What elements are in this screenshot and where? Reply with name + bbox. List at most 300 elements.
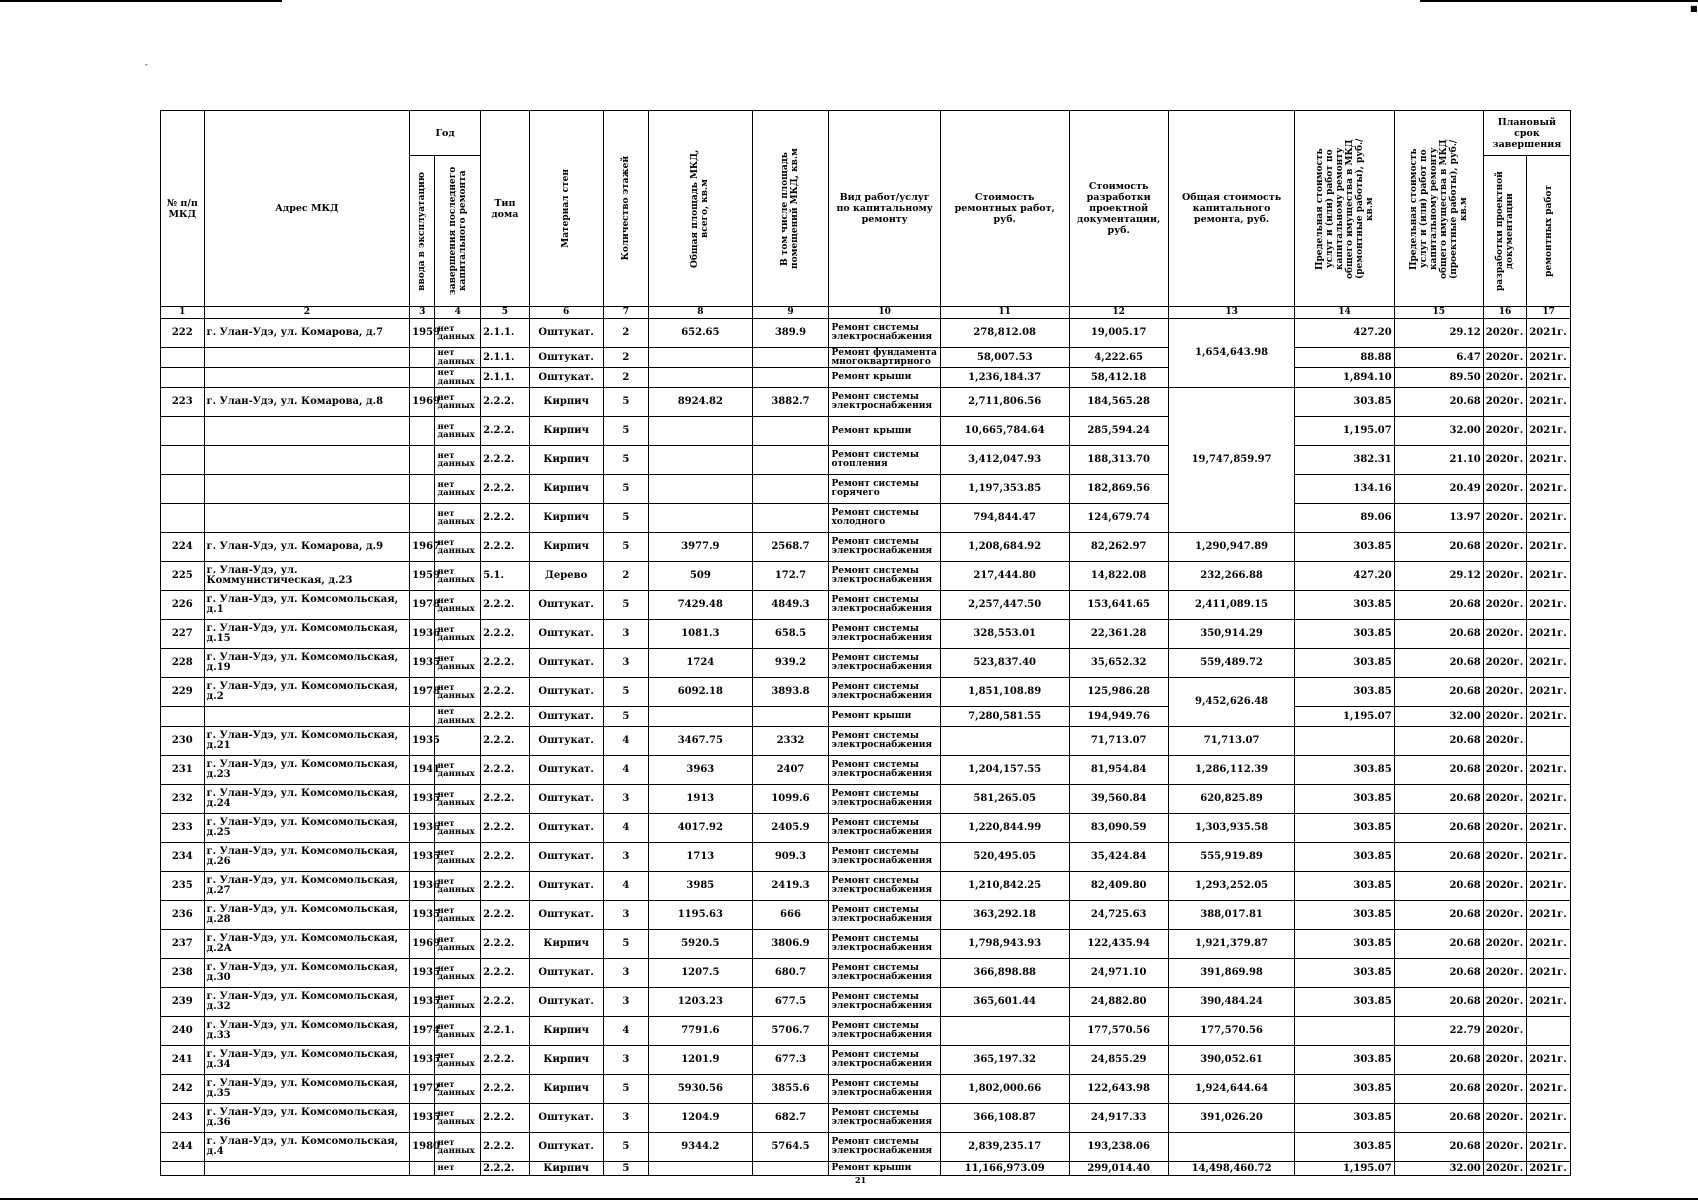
commissioning-year-cell: 1935 (410, 1104, 435, 1133)
total-area-cell: 5930.56 (649, 1075, 752, 1104)
total-area-cell: 6092.18 (649, 678, 752, 707)
limit-design-cell: 20.68 (1394, 756, 1483, 785)
wall-material-cell: Оштукат. (529, 1104, 603, 1133)
header-wall-material: Материал стен (529, 111, 603, 307)
term-repair-cell: 2021г. (1527, 504, 1571, 533)
limit-design-cell: 20.68 (1394, 814, 1483, 843)
work-type-cell: Ремонт системы электроснабжения (829, 988, 940, 1017)
table-row (161, 417, 1571, 446)
column-number: 17 (1527, 307, 1571, 319)
table-row (161, 988, 1571, 1017)
column-number: 8 (649, 307, 752, 319)
commissioning-year-cell (410, 446, 435, 475)
term-design-cell: 2020г. (1483, 988, 1527, 1017)
design-cost-cell: 285,594.24 (1069, 417, 1168, 446)
floors-cell: 3 (603, 1104, 649, 1133)
premises-area-cell: 3893.8 (752, 678, 829, 707)
floors-cell: 5 (603, 1162, 649, 1176)
design-cost-cell: 124,679.74 (1069, 504, 1168, 533)
repair-cost-cell: 1,236,184.37 (940, 368, 1069, 388)
work-type-cell: Ремонт крыши (829, 368, 940, 388)
term-repair-cell: 2021г. (1527, 417, 1571, 446)
term-design-cell: 2020г. (1483, 959, 1527, 988)
row-number (161, 417, 205, 446)
column-number: 12 (1069, 307, 1168, 319)
table-row (161, 959, 1571, 988)
wall-material-cell: Кирпич (529, 1017, 603, 1046)
premises-area-cell: 4849.3 (752, 591, 829, 620)
term-repair-cell: 2021г. (1527, 591, 1571, 620)
design-cost-cell: 24,971.10 (1069, 959, 1168, 988)
page-number: 21 (855, 1175, 867, 1185)
total-area-cell: 509 (649, 562, 752, 591)
house-type-cell: 2.2.2. (481, 1046, 530, 1075)
wall-material-cell: Оштукат. (529, 649, 603, 678)
design-cost-cell: 58,412.18 (1069, 368, 1168, 388)
limit-design-cell: 20.68 (1394, 591, 1483, 620)
repair-cost-cell: 2,257,447.50 (940, 591, 1069, 620)
repair-cost-cell: 1,210,842.25 (940, 872, 1069, 901)
column-number: 13 (1168, 307, 1295, 319)
work-type-cell: Ремонт крыши (829, 707, 940, 727)
last-repair-cell: нет (435, 1162, 481, 1176)
total-cost-cell: 1,924,644.64 (1168, 1075, 1295, 1104)
wall-material-cell: Кирпич (529, 475, 603, 504)
total-cost-cell: 350,914.29 (1168, 620, 1295, 649)
table-row (161, 1104, 1571, 1133)
total-area-cell: 4017.92 (649, 814, 752, 843)
house-type-cell: 2.2.2. (481, 1133, 530, 1162)
table-row (161, 785, 1571, 814)
commissioning-year-cell: 1959 (410, 562, 435, 591)
wall-material-cell: Оштукат. (529, 814, 603, 843)
total-area-cell: 652.65 (649, 319, 752, 348)
total-area-cell: 3977.9 (649, 533, 752, 562)
scan-speck: - (145, 60, 148, 69)
limit-design-cell: 20.68 (1394, 727, 1483, 756)
work-type-cell: Ремонт системы электроснабжения (829, 649, 940, 678)
row-number: 235 (161, 872, 205, 901)
floors-cell: 3 (603, 901, 649, 930)
repair-cost-cell: 363,292.18 (940, 901, 1069, 930)
table-row (161, 1162, 1571, 1176)
wall-material-cell: Кирпич (529, 417, 603, 446)
term-repair-cell: 2021г. (1527, 707, 1571, 727)
last-repair-cell: нет данных (435, 417, 481, 446)
work-type-cell: Ремонт системы электроснабжения (829, 1075, 940, 1104)
header-commissioning-year: ввода в эксплуатацию (410, 156, 435, 307)
repair-cost-cell: 366,108.87 (940, 1104, 1069, 1133)
floors-cell: 3 (603, 959, 649, 988)
header-total-cost: Общая стоимость капитального ремонта, руб. (1168, 111, 1295, 307)
wall-material-cell: Кирпич (529, 1162, 603, 1176)
table-row (161, 901, 1571, 930)
address-cell: г. Улан-Удэ, ул. Комсомольская, д.24 (204, 785, 410, 814)
term-design-cell: 2020г. (1483, 649, 1527, 678)
table-row (161, 348, 1571, 368)
limit-design-cell: 20.49 (1394, 475, 1483, 504)
commissioning-year-cell: 1980 (410, 1133, 435, 1162)
repair-cost-cell (940, 1017, 1069, 1046)
table-row (161, 727, 1571, 756)
wall-material-cell: Оштукат. (529, 620, 603, 649)
term-repair-cell: 2021г. (1527, 1075, 1571, 1104)
floors-cell: 5 (603, 930, 649, 959)
row-number (161, 504, 205, 533)
term-repair-cell: 2021г. (1527, 930, 1571, 959)
row-number: 239 (161, 988, 205, 1017)
floors-cell: 3 (603, 785, 649, 814)
address-cell: г. Улан-Удэ, ул. Комарова, д.7 (204, 319, 410, 348)
term-design-cell: 2020г. (1483, 504, 1527, 533)
design-cost-cell: 122,435.94 (1069, 930, 1168, 959)
last-repair-cell: нет данных (435, 504, 481, 533)
last-repair-cell: нет данных (435, 1104, 481, 1133)
floors-cell: 3 (603, 620, 649, 649)
limit-repair-cell: 303.85 (1295, 901, 1394, 930)
column-number: 2 (204, 307, 410, 319)
commissioning-year-cell: 1935 (410, 727, 435, 756)
term-repair-cell: 2021г. (1527, 446, 1571, 475)
floors-cell: 2 (603, 562, 649, 591)
house-type-cell: 2.2.2. (481, 727, 530, 756)
table-row (161, 562, 1571, 591)
term-repair-cell: 2021г. (1527, 988, 1571, 1017)
floors-cell: 5 (603, 446, 649, 475)
last-repair-cell: нет данных (435, 533, 481, 562)
header-term-repair: ремонтных работ (1527, 156, 1571, 307)
table-row (161, 707, 1571, 727)
term-repair-cell: 2021г. (1527, 1104, 1571, 1133)
commissioning-year-cell: 1974 (410, 1017, 435, 1046)
design-cost-cell: 299,014.40 (1069, 1162, 1168, 1176)
total-cost-cell: 1,303,935.58 (1168, 814, 1295, 843)
last-repair-cell: нет данных (435, 707, 481, 727)
row-number: 230 (161, 727, 205, 756)
term-design-cell: 2020г. (1483, 591, 1527, 620)
limit-design-cell: 20.68 (1394, 872, 1483, 901)
address-cell (204, 707, 410, 727)
repair-cost-cell: 365,601.44 (940, 988, 1069, 1017)
house-type-cell: 2.2.2. (481, 756, 530, 785)
term-design-cell: 2020г. (1483, 348, 1527, 368)
term-design-cell: 2020г. (1483, 319, 1527, 348)
row-number: 237 (161, 930, 205, 959)
floors-cell: 4 (603, 1017, 649, 1046)
wall-material-cell: Оштукат. (529, 988, 603, 1017)
total-cost-cell: 9,452,626.48 (1168, 678, 1295, 727)
total-area-cell: 1724 (649, 649, 752, 678)
house-type-cell: 2.1.1. (481, 368, 530, 388)
last-repair-cell: нет данных (435, 1017, 481, 1046)
term-repair-cell: 2021г. (1527, 368, 1571, 388)
term-repair-cell: 2021г. (1527, 319, 1571, 348)
work-type-cell: Ремонт системы электроснабжения (829, 1104, 940, 1133)
commissioning-year-cell: 1936 (410, 872, 435, 901)
wall-material-cell: Оштукат. (529, 707, 603, 727)
total-cost-cell: 620,825.89 (1168, 785, 1295, 814)
house-type-cell: 2.2.2. (481, 901, 530, 930)
limit-repair-cell: 303.85 (1295, 620, 1394, 649)
total-cost-cell: 390,052.61 (1168, 1046, 1295, 1075)
wall-material-cell: Оштукат. (529, 348, 603, 368)
term-design-cell: 2020г. (1483, 1133, 1527, 1162)
wall-material-cell: Оштукат. (529, 1133, 603, 1162)
term-design-cell: 2020г. (1483, 446, 1527, 475)
wall-material-cell: Оштукат. (529, 901, 603, 930)
term-design-cell: 2020г. (1483, 562, 1527, 591)
wall-material-cell: Дерево (529, 562, 603, 591)
house-type-cell: 2.2.1. (481, 1017, 530, 1046)
total-cost-cell: 2,411,089.15 (1168, 591, 1295, 620)
term-design-cell: 2020г. (1483, 1046, 1527, 1075)
design-cost-cell: 24,917.33 (1069, 1104, 1168, 1133)
total-area-cell: 3467.75 (649, 727, 752, 756)
last-repair-cell: нет данных (435, 446, 481, 475)
term-design-cell: 2020г. (1483, 756, 1527, 785)
header-year: Год (410, 111, 481, 156)
term-design-cell: 2020г. (1483, 1075, 1527, 1104)
term-design-cell: 2020г. (1483, 901, 1527, 930)
wall-material-cell: Оштукат. (529, 785, 603, 814)
term-design-cell: 2020г. (1483, 727, 1527, 756)
term-repair-cell: 2021г. (1527, 785, 1571, 814)
work-type-cell: Ремонт системы электроснабжения (829, 533, 940, 562)
limit-repair-cell: 427.20 (1295, 319, 1394, 348)
last-repair-cell: нет данных (435, 930, 481, 959)
design-cost-cell: 82,262.97 (1069, 533, 1168, 562)
address-cell (204, 475, 410, 504)
scan-edge-top (0, 0, 282, 2)
row-number (161, 1162, 205, 1176)
house-type-cell: 2.1.1. (481, 319, 530, 348)
row-number (161, 348, 205, 368)
header-floors: Количество этажей (603, 111, 649, 307)
commissioning-year-cell: 1936 (410, 814, 435, 843)
header-total-area: Общая площадь МКД, всего, кв.м (649, 111, 752, 307)
total-cost-cell: 1,921,379.87 (1168, 930, 1295, 959)
premises-area-cell (752, 348, 829, 368)
address-cell: г. Улан-Удэ, ул. Комсомольская, д.19 (204, 649, 410, 678)
premises-area-cell (752, 707, 829, 727)
term-repair-cell (1527, 727, 1571, 756)
floors-cell: 2 (603, 368, 649, 388)
term-repair-cell (1527, 1017, 1571, 1046)
work-type-cell: Ремонт системы отопления (829, 446, 940, 475)
repair-cost-cell: 1,197,353.85 (940, 475, 1069, 504)
floors-cell: 5 (603, 1075, 649, 1104)
address-cell: г. Улан-Удэ, ул. Комсомольская, д.23 (204, 756, 410, 785)
row-number: 244 (161, 1133, 205, 1162)
column-number: 4 (435, 307, 481, 319)
last-repair-cell: нет данных (435, 649, 481, 678)
term-repair-cell: 2021г. (1527, 814, 1571, 843)
address-cell: г. Улан-Удэ, ул. Комсомольская, д.1 (204, 591, 410, 620)
work-type-cell: Ремонт системы электроснабжения (829, 1133, 940, 1162)
column-number: 5 (481, 307, 530, 319)
house-type-cell: 2.2.2. (481, 988, 530, 1017)
commissioning-year-cell: 1935 (410, 901, 435, 930)
total-cost-cell: 559,489.72 (1168, 649, 1295, 678)
limit-repair-cell: 303.85 (1295, 988, 1394, 1017)
total-area-cell: 3963 (649, 756, 752, 785)
work-type-cell: Ремонт системы электроснабжения (829, 1046, 940, 1075)
last-repair-cell: нет данных (435, 959, 481, 988)
last-repair-cell: нет данных (435, 872, 481, 901)
floors-cell: 3 (603, 1046, 649, 1075)
row-number (161, 446, 205, 475)
table-row (161, 843, 1571, 872)
last-repair-cell: нет данных (435, 1046, 481, 1075)
floors-cell: 3 (603, 649, 649, 678)
repair-cost-cell: 365,197.32 (940, 1046, 1069, 1075)
last-repair-cell: нет данных (435, 620, 481, 649)
term-repair-cell: 2021г. (1527, 756, 1571, 785)
total-area-cell (649, 348, 752, 368)
premises-area-cell (752, 1162, 829, 1176)
wall-material-cell: Оштукат. (529, 959, 603, 988)
table-row (161, 930, 1571, 959)
floors-cell: 3 (603, 843, 649, 872)
address-cell: г. Улан-Удэ, ул. Комсомольская, д.2А (204, 930, 410, 959)
total-cost-cell: 232,266.88 (1168, 562, 1295, 591)
house-type-cell: 2.2.2. (481, 1104, 530, 1133)
commissioning-year-cell: 1959 (410, 319, 435, 348)
house-type-cell: 2.2.2. (481, 872, 530, 901)
address-cell (204, 1162, 410, 1176)
house-type-cell: 2.2.2. (481, 504, 530, 533)
term-repair-cell: 2021г. (1527, 1133, 1571, 1162)
house-type-cell: 2.2.2. (481, 930, 530, 959)
design-cost-cell: 193,238.06 (1069, 1133, 1168, 1162)
premises-area-cell: 680.7 (752, 959, 829, 988)
house-type-cell: 2.2.2. (481, 1162, 530, 1176)
repair-cost-cell: 2,711,806.56 (940, 388, 1069, 417)
wall-material-cell: Кирпич (529, 388, 603, 417)
table-row (161, 814, 1571, 843)
table-row (161, 1133, 1571, 1162)
table-row (161, 872, 1571, 901)
limit-design-cell: 20.68 (1394, 1046, 1483, 1075)
commissioning-year-cell: 1969 (410, 930, 435, 959)
last-repair-cell: нет данных (435, 988, 481, 1017)
column-number: 6 (529, 307, 603, 319)
limit-design-cell: 32.00 (1394, 707, 1483, 727)
total-area-cell: 3985 (649, 872, 752, 901)
design-cost-cell: 184,565.28 (1069, 388, 1168, 417)
total-cost-cell: 177,570.56 (1168, 1017, 1295, 1046)
design-cost-cell: 39,560.84 (1069, 785, 1168, 814)
address-cell (204, 504, 410, 533)
commissioning-year-cell: 1935 (410, 1046, 435, 1075)
table-row (161, 678, 1571, 707)
row-number (161, 368, 205, 388)
premises-area-cell: 2568.7 (752, 533, 829, 562)
commissioning-year-cell: 1978 (410, 678, 435, 707)
total-area-cell (649, 446, 752, 475)
wall-material-cell: Оштукат. (529, 319, 603, 348)
total-area-cell: 1713 (649, 843, 752, 872)
limit-repair-cell: 88.88 (1295, 348, 1394, 368)
house-type-cell: 2.2.2. (481, 959, 530, 988)
premises-area-cell: 658.5 (752, 620, 829, 649)
header-address: Адрес МКД (204, 111, 410, 307)
address-cell (204, 417, 410, 446)
table-row (161, 1017, 1571, 1046)
work-type-cell: Ремонт системы электроснабжения (829, 843, 940, 872)
total-area-cell: 9344.2 (649, 1133, 752, 1162)
house-type-cell: 2.2.2. (481, 388, 530, 417)
house-type-cell: 2.2.2. (481, 417, 530, 446)
term-repair-cell: 2021г. (1527, 843, 1571, 872)
work-type-cell: Ремонт системы электроснабжения (829, 620, 940, 649)
premises-area-cell: 3806.9 (752, 930, 829, 959)
total-area-cell: 1207.5 (649, 959, 752, 988)
commissioning-year-cell: 1935 (410, 959, 435, 988)
limit-design-cell: 20.68 (1394, 1133, 1483, 1162)
last-repair-cell: нет данных (435, 901, 481, 930)
column-number: 16 (1483, 307, 1527, 319)
total-cost-cell: 390,484.24 (1168, 988, 1295, 1017)
limit-repair-cell: 303.85 (1295, 843, 1394, 872)
address-cell (204, 348, 410, 368)
table-row (161, 620, 1571, 649)
repair-cost-cell: 278,812.08 (940, 319, 1069, 348)
row-number: 241 (161, 1046, 205, 1075)
row-number: 225 (161, 562, 205, 591)
row-number: 234 (161, 843, 205, 872)
total-area-cell: 1195.63 (649, 901, 752, 930)
wall-material-cell: Кирпич (529, 533, 603, 562)
limit-repair-cell: 303.85 (1295, 930, 1394, 959)
scan-edge-top-right (1420, 0, 1698, 2)
commissioning-year-cell: 1941 (410, 756, 435, 785)
row-number: 242 (161, 1075, 205, 1104)
term-design-cell: 2020г. (1483, 1017, 1527, 1046)
repair-cost-cell: 1,798,943.93 (940, 930, 1069, 959)
last-repair-cell: нет данных (435, 591, 481, 620)
design-cost-cell: 35,652.32 (1069, 649, 1168, 678)
total-area-cell: 1201.9 (649, 1046, 752, 1075)
header-planned-term: Плановый срок завершения (1483, 111, 1570, 156)
limit-design-cell: 20.68 (1394, 785, 1483, 814)
commissioning-year-cell: 1972 (410, 1075, 435, 1104)
work-type-cell: Ремонт системы электроснабжения (829, 319, 940, 348)
table-header (161, 111, 1571, 319)
repair-cost-cell: 523,837.40 (940, 649, 1069, 678)
last-repair-cell: нет данных (435, 785, 481, 814)
repair-cost-cell: 3,412,047.93 (940, 446, 1069, 475)
design-cost-cell: 35,424.84 (1069, 843, 1168, 872)
work-type-cell: Ремонт системы холодного (829, 504, 940, 533)
limit-design-cell: 89.50 (1394, 368, 1483, 388)
repair-cost-cell: 328,553.01 (940, 620, 1069, 649)
address-cell: г. Улан-Удэ, ул. Комсомольская, д.34 (204, 1046, 410, 1075)
floors-cell: 3 (603, 988, 649, 1017)
house-type-cell: 2.2.2. (481, 814, 530, 843)
limit-repair-cell: 382.31 (1295, 446, 1394, 475)
wall-material-cell: Кирпич (529, 504, 603, 533)
repair-cost-cell: 794,844.47 (940, 504, 1069, 533)
total-cost-cell: 1,654,643.98 (1168, 319, 1295, 388)
house-type-cell: 2.2.2. (481, 843, 530, 872)
wall-material-cell: Кирпич (529, 930, 603, 959)
total-cost-cell: 71,713.07 (1168, 727, 1295, 756)
term-repair-cell: 2021г. (1527, 901, 1571, 930)
total-cost-cell: 1,286,112.39 (1168, 756, 1295, 785)
table-row (161, 388, 1571, 417)
row-number: 233 (161, 814, 205, 843)
